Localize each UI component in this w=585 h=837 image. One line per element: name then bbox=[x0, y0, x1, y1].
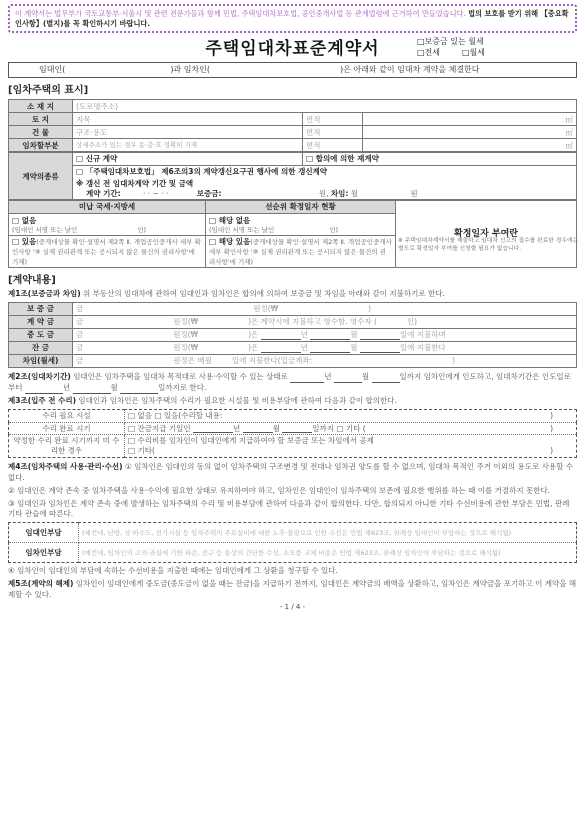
rent-label: 차임(월세) bbox=[9, 355, 73, 368]
lessee-label: )과 임차인( bbox=[170, 65, 211, 75]
tax-priority-table bbox=[8, 200, 577, 268]
notice-text: 이 계약서는 법무부가 국토교통부·서울시 및 관련 전문가들과 함께 민법, 주택임대차보호법, 공인중개사법 등 관계법령에 근거하여 만들었습니다. bbox=[15, 9, 466, 18]
art2-title: 제2조(임대차기간) bbox=[8, 372, 71, 382]
notice-box bbox=[8, 4, 577, 33]
part-area-field[interactable]: ㎡ bbox=[363, 139, 577, 152]
mid-day: 일에 지불하며 bbox=[399, 330, 446, 340]
address-field[interactable]: (도로명주소) bbox=[73, 100, 577, 113]
art2-b: 임차인에게 인도하고, 임대차기간은 인도일로부터 bbox=[8, 372, 571, 393]
balance-label: 잔 금 bbox=[9, 342, 73, 355]
mid-month: 월 bbox=[350, 330, 358, 340]
bal-eun: )은 bbox=[248, 343, 259, 353]
down-seal: 인) bbox=[406, 317, 418, 327]
address-label: 소 재 지 bbox=[9, 100, 73, 113]
bal-day: 일에 지불한다 bbox=[399, 343, 446, 353]
priority-none-cell bbox=[206, 214, 396, 236]
art2-d2: 일까지로 한다. bbox=[158, 383, 207, 393]
kind-label: 계약의종류 bbox=[9, 153, 73, 200]
down-text: )은 계약시에 지불하고 영수함. 영수자 ( bbox=[248, 317, 377, 327]
bal-won: 원정(₩ bbox=[173, 343, 199, 353]
repair-done-label: 수리 완료 시기 bbox=[9, 422, 125, 435]
fix-head: 확정일자 부여란 bbox=[396, 201, 577, 268]
tax-yes-cell bbox=[9, 236, 206, 268]
building-use[interactable]: 구조·용도 bbox=[73, 126, 303, 139]
repair-need-close: ) bbox=[550, 410, 553, 420]
option-jeonse[interactable]: □전세 bbox=[416, 47, 440, 57]
lessee-burden-label: 임차인부담 bbox=[9, 543, 79, 563]
tax-none-sign: (임대인 서명 또는 날인 bbox=[12, 225, 78, 234]
priority-yes-option[interactable]: □ 해당 있음 bbox=[209, 237, 251, 247]
art4-1: ① 임차인은 임대인의 동의 없이 임차주택의 구조변경 및 전대나 임차권 양도를 할 수 없으며, 임대차 목적인 주거 이외의 용도로 사용할 수 없다. bbox=[8, 461, 573, 482]
mid-year: 년 bbox=[300, 330, 308, 340]
down-won: 원정(₩ bbox=[173, 317, 199, 327]
art4-3: ③ 임대인과 임차인은 계약 존속 중에 발생하는 임차주택의 수리 및 비용부담에 관하여 다음과 같이 합의한다. 다만, 합의되지 아니한 기타 수선비용에 관한 부담은 민법, 판례 기타 관습에 따른다. bbox=[8, 498, 570, 519]
repair-done-value: □ 잔금지급 기일인 bbox=[128, 423, 191, 433]
lessee-burden-field[interactable]: (예컨대, 임차인의 고의·과실에 기한 파손, 전구 등 통상의 간단한 수선, 소모품 교체 비용은 민법 제623조, 판례상 임차인이 부담하는 것으로 해석됨) bbox=[79, 543, 577, 563]
section-contract: [계약내용] bbox=[8, 275, 56, 287]
bal-year: 년 bbox=[300, 343, 308, 353]
building-area-label: 면적 bbox=[303, 126, 363, 139]
mid-eun: )은 bbox=[248, 330, 259, 340]
option-monthly[interactable]: □월세 bbox=[461, 47, 485, 57]
article-5 bbox=[8, 579, 577, 601]
rent-text: 일에 지불한다(입금계좌: bbox=[231, 356, 313, 366]
article-1 bbox=[8, 289, 577, 300]
rent-geum: 금 bbox=[76, 356, 84, 366]
repair-need-value: □ 없음 □ 있음(수리할 내용: bbox=[128, 410, 223, 420]
period-dots[interactable]: · · ~ · · bbox=[142, 188, 169, 198]
agreed-renewal-option[interactable]: □ 합의에 의한 재계약 bbox=[303, 153, 577, 166]
tax-none-cell bbox=[9, 214, 206, 236]
part-label: 임차할부분 bbox=[9, 139, 73, 152]
repair-done-year: 년 bbox=[232, 423, 241, 433]
article-3 bbox=[8, 396, 577, 407]
art4-2: ② 임대인은 계약 존속 중 임차주택을 사용·수익에 필요한 상태로 유지하여야 하고, 임차인은 임대인이 임차주택의 보존에 필요한 행위를 하는 때 이를 거절하지 못한다. bbox=[8, 485, 551, 495]
land-area-label: 면적 bbox=[303, 113, 363, 126]
repair-need-field[interactable] bbox=[125, 409, 577, 422]
lessor-burden-label: 임대인부담 bbox=[9, 523, 79, 543]
period-label: 계약 기간: bbox=[86, 188, 121, 198]
tax-none-option[interactable]: □ 없음 bbox=[12, 215, 37, 225]
art4-title: 제4조(임차주택의 사용·관리·수선) bbox=[8, 461, 123, 471]
part-field[interactable]: 상세주소가 있는 경우 동·층·호 정확히 기재 bbox=[73, 139, 303, 152]
building-area-field[interactable]: ㎡ bbox=[363, 126, 577, 139]
payment-table bbox=[8, 302, 577, 368]
repair-done-close: ) bbox=[550, 423, 553, 433]
repair-fail-option2: □ 기타( bbox=[128, 446, 155, 456]
art4-4: ④ 임차인이 임대인의 부담에 속하는 수선비용을 지출한 때에는 임대인에게 그 상환을 청구할 수 있다. bbox=[8, 566, 338, 576]
art1-title: 제1조(보증금과 차임) bbox=[8, 289, 81, 299]
art2-m: 월 bbox=[361, 372, 370, 382]
property-table bbox=[8, 99, 577, 152]
down-geum: 금 bbox=[76, 317, 84, 327]
prev-rent-won: 원 bbox=[410, 188, 418, 198]
repair-done-month: 월 bbox=[272, 423, 280, 433]
lessor-label: 임대인( bbox=[39, 65, 66, 75]
new-contract-option[interactable]: □ 신규 계약 bbox=[73, 153, 303, 166]
prev-deposit-label: 보증금: bbox=[196, 188, 222, 198]
parties-line bbox=[8, 62, 577, 78]
bal-month: 월 bbox=[350, 343, 358, 353]
deposit-label: 보 증 금 bbox=[9, 303, 73, 316]
rent-close: ) bbox=[452, 356, 456, 366]
deposit-close: ) bbox=[368, 304, 372, 314]
land-area-field[interactable]: ㎡ bbox=[363, 113, 577, 126]
building-label: 건 물 bbox=[9, 126, 73, 139]
deposit-geum: 금 bbox=[76, 304, 84, 314]
tax-yes-option[interactable]: □ 있음 bbox=[12, 237, 37, 247]
title-row bbox=[8, 36, 577, 60]
tax-yes-note: (중개대상물 확인·설명서 제2쪽 Ⅱ. 개업공인중개사 세부 확인사항 '⑨ 실제 권리관계 또는 공시되지 않은 물건의 권리사항'에 기재) bbox=[12, 238, 201, 266]
middle-payment-label: 중 도 금 bbox=[9, 329, 73, 342]
section-property: [임차주택의 표시] bbox=[8, 85, 89, 97]
repair-fail-option1: □ 수리비를 임차인이 임대인에게 지급하여야 할 보증금 또는 차임에서 공제 bbox=[128, 436, 374, 446]
repair-fail-field[interactable] bbox=[125, 435, 577, 458]
deposit-field[interactable] bbox=[73, 303, 577, 316]
deposit-won: 원정(₩ bbox=[253, 304, 279, 314]
parties-tail: )은 아래와 같이 임대차 계약을 체결한다 bbox=[340, 65, 480, 75]
art3-text: 임대인과 임차인은 임차주택의 수리가 필요한 시설물 및 비용부담에 관하여 다음과 같이 합의한다. bbox=[78, 396, 397, 406]
priority-head: 선순위 확정일자 현황 bbox=[206, 201, 396, 214]
tax-head: 미납 국세·지방세 bbox=[9, 201, 206, 214]
art5-title: 제5조(계약의 해제) bbox=[8, 579, 74, 589]
prev-deposit-won: 원, bbox=[318, 188, 329, 198]
priority-none-seal: 인) bbox=[329, 225, 339, 234]
part-area-label: 면적 bbox=[303, 139, 363, 152]
tax-none-seal: 인) bbox=[137, 225, 147, 234]
article-4 bbox=[8, 462, 577, 484]
balance-field[interactable] bbox=[73, 342, 577, 355]
priority-none-option[interactable]: □ 해당 없음 bbox=[209, 215, 251, 225]
renewal-prev-label: ※ 갱신 전 임대차계약 기간 및 금액 bbox=[76, 178, 194, 188]
bal-geum: 금 bbox=[76, 343, 84, 353]
document-title: 주택임대차표준계약서 bbox=[205, 39, 380, 60]
rent-field[interactable] bbox=[73, 355, 577, 368]
fix-note: ※ 주택임대차계약서를 제출하고 임대차 신고의 접수를 완료한 경우에는 별도로 확정일자 부여를 신청할 필요가 없습니다. bbox=[398, 238, 579, 252]
rent-won: 원정은 매월 bbox=[173, 356, 212, 366]
page-number: - 1 / 4 - bbox=[279, 602, 306, 611]
contract-type-options bbox=[417, 37, 507, 58]
prev-rent-label: 차임: bbox=[330, 188, 349, 198]
prev-rent-month: 월 bbox=[350, 188, 359, 198]
lessor-burden-field[interactable]: (예컨대, 난방, 상·하수도, 전기시설 등 임차주택의 주요설비에 대한 노후·불량으로 인한 수선은 민법 제623조, 판례상 임대인이 부담하는 것으로 해석됨) bbox=[79, 523, 577, 543]
renewal-right-option[interactable]: □ 「주택임대차보호법」 제6조의3의 계약갱신요구권 행사에 의한 갱신계약 bbox=[73, 166, 577, 178]
repair-done-field[interactable] bbox=[125, 422, 577, 435]
art2-a: 임대인은 임차주택을 임대차 목적대로 사용·수익할 수 있는 상태로 bbox=[73, 372, 288, 382]
renewal-prev-info bbox=[73, 178, 577, 200]
burden-table bbox=[8, 522, 577, 563]
notice-emphasis: 법의 보호를 받기 위해 【중요확인사항】(별지)를 꼭 확인하시기 바랍니다. bbox=[15, 9, 569, 28]
art2-y2: 년 bbox=[62, 383, 71, 393]
priority-none-sign: (임대인 서명 또는 날인 bbox=[209, 225, 275, 234]
article-2 bbox=[8, 372, 577, 394]
mid-won: 원정(₩ bbox=[173, 330, 199, 340]
art2-m2: 월 bbox=[110, 383, 118, 393]
repair-need-label: 수리 필요 시설 bbox=[9, 409, 125, 422]
art3-title: 제3조(입주 전 수리) bbox=[8, 396, 77, 406]
art1-text: 위 부동산의 임대차에 관하여 임대인과 임차인은 합의에 의하여 보증금 및 차임을 아래와 같이 지불하기로 한다. bbox=[83, 289, 445, 299]
down-payment-label: 계 약 금 bbox=[9, 316, 73, 329]
contract-kind-table bbox=[8, 152, 577, 200]
repair-done-day: 일까지 bbox=[312, 423, 334, 433]
land-category[interactable]: 지목 bbox=[73, 113, 303, 126]
middle-payment-field[interactable] bbox=[73, 329, 577, 342]
land-label: 토 지 bbox=[9, 113, 73, 126]
priority-yes-note: (중개대상물 확인·설명서 제2쪽 Ⅱ. 개업공인중개사 세부 확인사항 '⑨ 실제 권리관계 또는 공시되지 않은 물건의 권리사항'에 기재) bbox=[209, 238, 392, 266]
mid-geum: 금 bbox=[76, 330, 84, 340]
repair-fail-label: 약정한 수리 완료 시기까지 미 수리한 경우 bbox=[9, 435, 125, 458]
art2-y: 년 bbox=[324, 372, 332, 382]
repair-fail-close: ) bbox=[550, 446, 553, 456]
priority-yes-cell bbox=[206, 236, 396, 268]
option-deposit-monthly[interactable]: □보증금 있는 월세 bbox=[416, 37, 484, 47]
art5-text: 임차인이 임대인에게 중도금(중도금이 없을 때는 잔금)을 지급하기 전까지, 임대인은 계약금의 배액을 상환하고, 임차인은 계약금을 포기하고 이 계약을 해제할 수 있다. bbox=[8, 579, 577, 600]
art2-d: 일까지 bbox=[399, 372, 422, 382]
repair-done-etc: □ 기타 ( bbox=[336, 423, 366, 433]
down-payment-field[interactable] bbox=[73, 316, 577, 329]
repair-table bbox=[8, 409, 577, 458]
